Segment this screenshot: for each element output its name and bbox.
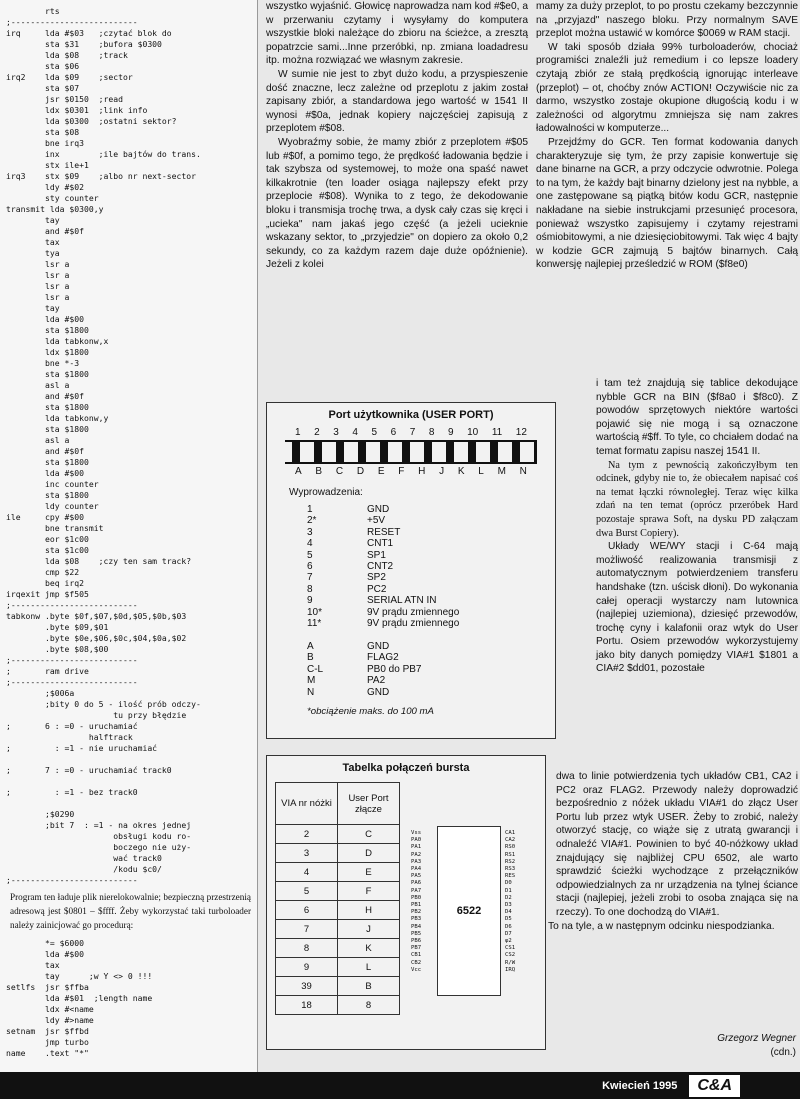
wire-signal: GND xyxy=(367,686,390,698)
article-column-3-wrap xyxy=(596,377,798,676)
pin-label: 7 xyxy=(409,427,416,438)
table-row xyxy=(276,825,400,844)
wire-pin: 8 xyxy=(307,583,313,595)
wires-label: Wyprowadzenia: xyxy=(289,487,363,498)
page-footer xyxy=(0,1072,800,1099)
wire-signal: GND xyxy=(367,504,390,515)
wire-signal: FLAG2 xyxy=(367,652,399,664)
wire-pin: 9 xyxy=(307,595,313,607)
table-header-via: VIA nr nóżki xyxy=(276,783,338,825)
wire-pin: 2* xyxy=(307,515,317,527)
table-cell: B xyxy=(338,977,400,996)
code-listing-column xyxy=(0,0,258,1072)
table-row xyxy=(276,920,400,939)
burst-connection-table xyxy=(275,782,400,1015)
wire-spacer xyxy=(367,629,545,640)
wire-pin: M xyxy=(307,675,316,687)
paragraph: W sumie nie jest to zbyt dużo kodu, a przyspieszenie dość znaczne, lecz zależne od przeplotu z jakim został zapisany zbiór, a standardowa jego wartość w 1541 II wynosi #$0a, jednak kopiery najczęściej zapisują z przeplotem #$08. xyxy=(266,68,528,135)
wire-spacer xyxy=(307,629,367,640)
pin-label: 2 xyxy=(314,427,320,438)
pin-label: 11 xyxy=(491,427,503,438)
table-cell: L xyxy=(338,958,400,977)
table-cell: 39 xyxy=(276,977,338,996)
user-port-title: Port użytkownika (USER PORT) xyxy=(328,409,494,421)
pin-label: H xyxy=(418,466,426,477)
article-column-3-end xyxy=(536,770,798,933)
table-cell: K xyxy=(338,939,400,958)
bottom-pin-labels xyxy=(277,466,545,477)
wire-signal: 9V prądu zmiennego xyxy=(367,618,460,630)
via-6522-chip xyxy=(437,826,501,996)
pin-label: 10 xyxy=(467,427,479,438)
table-cell: D xyxy=(338,844,400,863)
table-cell: C xyxy=(338,825,400,844)
wire-signal: 9V prądu zmiennego xyxy=(367,606,460,618)
table-cell: H xyxy=(338,901,400,920)
article-column-3 xyxy=(536,0,798,272)
burst-table-box xyxy=(266,755,546,1050)
paragraph: Układy WE/WY stacji i C-64 mają możliwość realizowania transmisji z automatycznym potwierdzeniem transferu handshake (tzn. uścisk dłoni). Do wykonania całej operacji wystarczy nam lutownica (najlepiej uziemiona), dziesięć przewodów, trochę cyny i kalafonii oraz wtyk do User Portu. Osiem przewodów wykorzystujemy jako bity danych pomiędzy VIA#1 $1801 a CIA#2 $dd01, pozostałe xyxy=(596,541,798,675)
wire-signal: SP2 xyxy=(367,572,386,584)
table-row xyxy=(276,977,400,996)
table-row xyxy=(276,882,400,901)
wire-signal: PB0 do PB7 xyxy=(367,663,422,675)
load-note: *obciążenie maks. do 100 mA xyxy=(307,705,434,717)
magazine-logo: C&A xyxy=(689,1075,740,1097)
wire-pin: 5 xyxy=(307,549,313,561)
table-cell: 7 xyxy=(276,920,338,939)
listing-prose: Program ten ładuje plik nierelokowalnie; bezpieczną przestrzenią adresową jest $0801 – $ffff. Żeby wykorzystać taki turboloader należy zainicjować go procedurą: xyxy=(10,892,251,930)
paragraph: i tam też znajdują się tablice dekodujące nybble GCR na BIN ($f8a0 i $f8c0). Z powodów sprzętowych niektóre wartości pojawić się nie mogą i są oznaczone wartością #$ff. To tyle, co chciałem dodać na temat formatu zapisu naszej 1541 II. xyxy=(596,378,798,457)
table-cell: 18 xyxy=(276,996,338,1015)
pin-label: D xyxy=(356,466,365,477)
table-cell: E xyxy=(338,863,400,882)
table-cell: F xyxy=(338,882,400,901)
pin-label: M xyxy=(497,466,506,477)
wire-signal: PA2 xyxy=(367,675,386,687)
pin-label: 6 xyxy=(390,427,397,438)
table-cell: 6 xyxy=(276,901,338,920)
code-listing-top: rts ;-------------------------- irq lda #$03 ;czytać blok do sta $31 ;bufora $0300 lda $08 ;track sta $06 irq2 lda $09 ;sector sta $07 jsr $0150 ;read ldx $0301 ;link info lda $0300 ;ostatni sektor? sta $08 bne irq3 inx ;ile bajtów do trans. stx ile+1 irq3 stx $09 ;albo nr next-sector ldy #$02 sty counter transmit lda $0300,y tay and #$0f tax tya lsr a lsr a lsr a lsr a tay lda #$00 sta $1800 lda tabkonw,x ldx $1800 bne *-3 sta $1800 asl a and #$0f sta $1800 lda tabkonw,y sta $1800 asl a and #$0f sta $1800 lda #$00 inc counter sta $1800 ldy counter ile cpy #$00 bne transmit eor $1c00 sta $1c00 lda $08 ;czy ten sam track? cmp $22 beq irq2 irqexit jmp $f505 ;-------------------------- tabkonw .byte $0f,$07,$0d,$05,$0b,$03 .byte $09,$01 .byte $0e,$06,$0c,$04,$0a,$02 .byte $08,$00 ;-------------------------- ; ram drive ;-------------------------- ;$006a ;bity 0 do 5 - ilość prób odczy- tu przy błędzie ; 6 : =0 - uruchamiać halftrack ; : =1 - nie uruchamiać ; 7 : =0 - uruchamiać track0 ; : =1 - bez track0 ;$0290 ;bit 7 : =1 - na okres jednej obsługi kodu ro- boczego nie uży- wać track0 /kodu $c0/ ;-------------------------- xyxy=(6,6,201,885)
table-row xyxy=(276,996,400,1015)
pin-label: F xyxy=(398,466,405,477)
wire-pin: 4 xyxy=(307,538,313,550)
paragraph: Na tym z pewnością zakończyłbym ten odcinek, gdyby nie to, że obiecałem napisać coś na temat łączki równoległej. Teraz więc kilka zdań na ten temat (oprócz przeróbek Hard pozostaje sprawa Soft, na dysku PD załączam dwa Burst Copiery). xyxy=(596,459,798,539)
pin-label: 3 xyxy=(333,427,339,438)
pin-label: 1 xyxy=(295,427,301,438)
pin-label: J xyxy=(439,466,445,477)
wire-pin: 7 xyxy=(307,572,313,584)
table-row xyxy=(276,958,400,977)
wire-signal: SERIAL ATN IN xyxy=(367,595,437,607)
paragraph: wszystko wyjaśnić. Głowicę naprowadza nam kod #$e0, a w przerwaniu czytamy i wysyłamy do komputera wszystkie bloki należące do zbioru na ścieżce, a zresztą popatrzcie sami...Inne przeróbki, np. zmiana loadadresu itp. można rozwiązać we własnym zakresie. xyxy=(266,1,528,67)
wire-signal: GND xyxy=(367,640,390,652)
burst-title: Tabelka połączeń bursta xyxy=(342,762,470,774)
code-listing-bottom: *= $6000 lda #$00 tax tay ;w Y <> 0 !!! setlfs jsr $ffba lda #$01 ;length name ldx #<name ldy #>name setnam jsr $ffbd jmp turbo name .text "*" xyxy=(6,938,153,1058)
chip-right-pins: CA1 CA2 RS0 RS1 RS2 RS3 RES D0 D1 D2 D3 D4 D5 D6 D7 φ2 CS1 CS2 R/W IRQ xyxy=(505,830,516,973)
table-cell: J xyxy=(338,920,400,939)
pin-label: K xyxy=(457,466,465,477)
paragraph: dwa to linie potwierdzenia tych układów CB1, CA2 i PC2 oraz FLAG2. Przewody należy doprowadzić bezpośrednio z nóżek układu VIA#1 do złącz User Portu lub przez wtyk USER. Żeby to zrobić, należy otworzyć stację, co wiąże się z utratą gwarancji i odnaleźć VIA#1. Powinien to być 40-nóżkowy układ znajdujący się najbliżej CPU 6502, ale warto sprawdzić ścieżki wychodzące z przełączników odpowiedzialnych za nr urządzenia na tylnej ściance stacji (najlepiej, jeżeli zrobi to osoba znająca się na rzeczy). To one dochodzą do VIA#1. xyxy=(556,771,798,918)
paragraph: W taki sposób działa 99% turboloaderów, chociaż programiści znaleźli już remedium i co lepsze loadery czytają zbiór ze stałą prędkością ignorując interleave (przeplot) – ot, choćby znów ACTION! Oczywiście nic za darmo, wszystko zostaje okupione długością kodu i w zależności od algorytmu zmniejsza się nam zakres ładowalności w komputerze... xyxy=(536,41,798,135)
table-cell: 9 xyxy=(276,958,338,977)
pin-label: 9 xyxy=(448,427,454,438)
table-cell: 2 xyxy=(276,825,338,844)
issue-date: Kwiecień 1995 xyxy=(602,1079,678,1092)
wire-pin: A xyxy=(307,640,314,652)
table-header-userport: User Port złącze xyxy=(338,783,400,825)
user-port-connector-diagram xyxy=(285,440,537,464)
table-row xyxy=(276,863,400,882)
wire-signal: +5V xyxy=(367,515,386,527)
wire-signal: PC2 xyxy=(367,583,387,595)
pin-label: N xyxy=(519,466,527,477)
wire-pin: 1 xyxy=(307,504,313,515)
article-column-2 xyxy=(266,0,528,272)
pin-label: E xyxy=(377,466,385,477)
continued-note: (cdn.) xyxy=(770,1047,796,1058)
wire-pin: 11* xyxy=(307,618,322,630)
pin-label: 8 xyxy=(428,427,435,438)
wire-pin: 6 xyxy=(307,561,313,573)
wire-pin: B xyxy=(307,652,314,664)
table-cell: 4 xyxy=(276,863,338,882)
pin-label: 4 xyxy=(352,427,358,438)
chip-label: 6522 xyxy=(456,905,482,917)
chip-left-pins: Vss PA0 PA1 PA2 PA3 PA4 PA5 PA6 PA7 PB0 PB1 PB2 PB3 PB4 PB5 PB6 PB7 CB1 CB2 Vcc xyxy=(411,830,422,973)
table-row xyxy=(276,901,400,920)
table-cell: 5 xyxy=(276,882,338,901)
paragraph: Przejdźmy do GCR. Ten format kodowania danych charakteryzuje się tym, że przy zapisie konwertuje się dane binarne na GCR, a przy odczycie odwrotnie. Polega to na tym, że każdy bajt binarny dzielony jest na nybble, a one zastępowane są piątką bitów kodu GCR, następnie nakładane na siebie instrukcjami przesunięć procesora, ponieważ wszystko zapisujemy i czytamy rejestrami ośmiobitowymi, a nie dziesięciobitowymi. Tak więc 4 bajty w kodzie GCR zajmują 5 bajtów binarnych. Całą konwersję najlepiej prześledzić w ROM ($f8e0) xyxy=(536,136,798,271)
table-row xyxy=(276,844,400,863)
table-cell: 8 xyxy=(276,939,338,958)
wire-pin: 10* xyxy=(307,606,323,618)
wire-signal: RESET xyxy=(367,526,401,538)
user-port-box xyxy=(266,402,556,739)
table-row xyxy=(276,939,400,958)
table-cell: 3 xyxy=(276,844,338,863)
wire-list xyxy=(307,504,545,698)
pin-label: A xyxy=(295,466,302,477)
pin-label: C xyxy=(335,466,344,477)
wire-signal: CNT1 xyxy=(367,538,394,550)
table-header-row xyxy=(276,783,400,825)
top-pin-labels xyxy=(277,427,545,438)
wire-pin: C-L xyxy=(307,663,324,675)
wire-signal: SP1 xyxy=(367,549,386,561)
wire-pin: N xyxy=(307,686,315,698)
pin-label: L xyxy=(478,466,484,477)
wire-pin: 3 xyxy=(307,526,313,538)
paragraph: Wyobraźmy sobie, że mamy zbiór z przeplotem #$05 lub #$0f, a pomimo tego, że prędkość ładowania będzie i tak szybsza od systemowej, to może ona spaść nawet kilkakrotnie (ten loader osiąga najlepszy efekt przy przeplocie #$08). Wynika to z tego, że dekodowanie bloku i transmisja trochę trwa, a dysk cały czas się kręci i „ucieka" nam jakaś jego część (a jeżeli ucieknie wskazany sektor, to „przyjedzie" on dopiero za około 0,2 sekundy, co za każdym razem daje duże opóźnienie). Jeżeli z kolei xyxy=(266,136,528,271)
paragraph: mamy za duży przeplot, to po prostu czekamy bezczynnie na „przyjazd" naszego bloku. Przy normalnym SAVE przeplot można ustawić w komórce $0069 w RAM stacji. xyxy=(536,1,798,40)
paragraph: To na tyle, a w następnym odcinku niespodzianka. xyxy=(548,920,775,932)
table-cell: 8 xyxy=(338,996,400,1015)
pin-label: B xyxy=(315,466,323,477)
pin-label: 5 xyxy=(371,427,378,438)
author-signature: Grzegorz Wegner xyxy=(717,1033,796,1044)
pin-label: 12 xyxy=(515,427,527,438)
wire-signal: CNT2 xyxy=(367,561,394,573)
